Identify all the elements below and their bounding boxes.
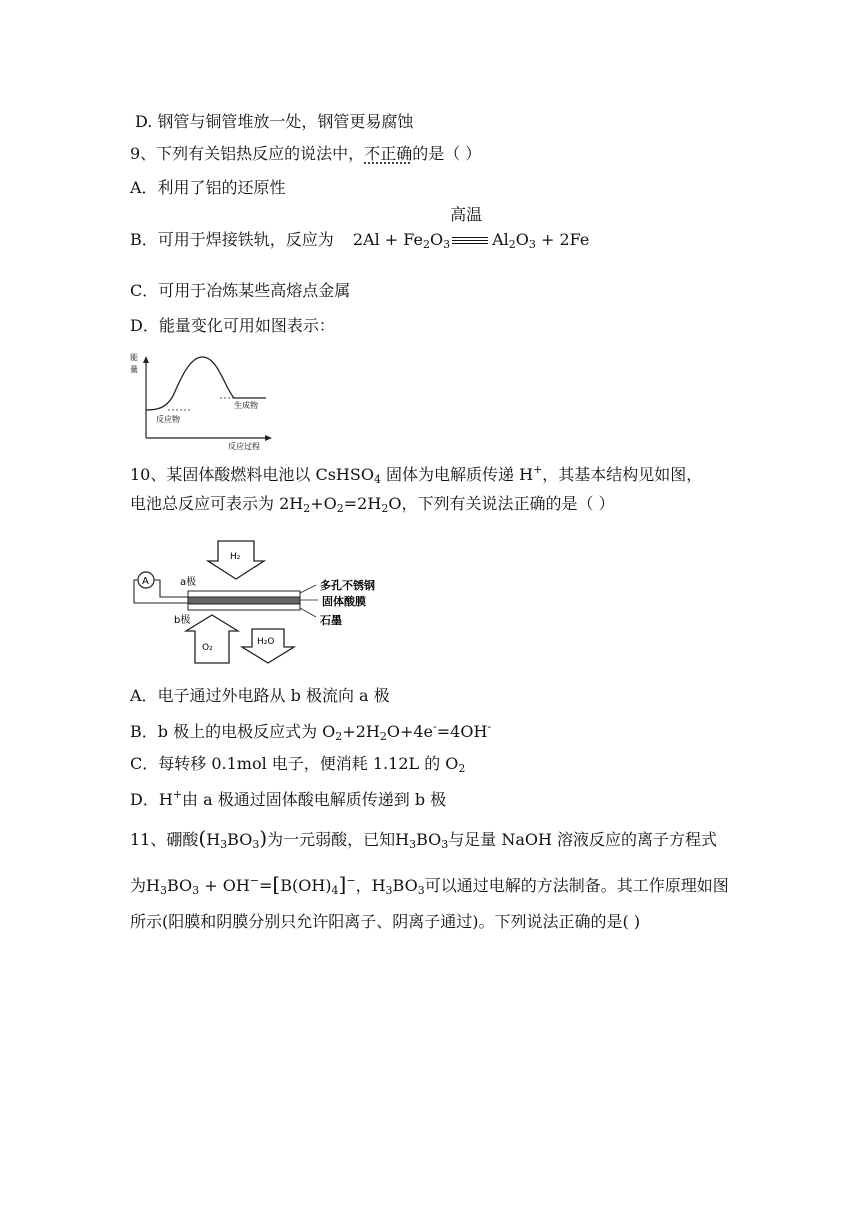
q9-option-d: D．能量变化可用如图表示： xyxy=(130,316,335,335)
membrane-label: 固体酸膜 xyxy=(322,595,366,608)
q10-option-b-text: B．b 极上的电极反应式为 O xyxy=(130,722,336,741)
h2-label: H₂ xyxy=(230,552,241,562)
q11-line2: 为$H_3BO_3 + OH^-=[B(OH)_4]^-$，$H_3BO_3$可以通过电解的方法制备。其工作原理如图 xyxy=(130,872,729,897)
q10-stem-part: ，下列有关说法正确的是（ ） xyxy=(401,494,615,513)
q10-option-b: B．b 极上的电极反应式为 $O_2+2H_2O+4e^-=4OH^-$ xyxy=(130,720,492,743)
graphite-label: 石墨 xyxy=(320,614,342,627)
q9-option-b-text: B．可用于焊接铁轨，反应为 xyxy=(130,230,334,249)
ammeter-label: A xyxy=(142,576,149,587)
q9-option-c: C．可用于冶炼某些高熔点金属 xyxy=(130,281,351,300)
electrode-a-label: a极 xyxy=(180,577,197,588)
h2o-label: H₂O xyxy=(257,637,275,647)
q10-option-c-text: C．每转移 0.1mol 电子，便消耗 1.12L 的 O xyxy=(130,754,459,773)
q10-stem-part: ，其基本结构见如图， xyxy=(542,465,703,484)
equation-arrow xyxy=(450,204,490,249)
steel-label: 多孔不锈钢 xyxy=(320,579,375,592)
q10-stem-part: 电池总反应可表示为 2H xyxy=(130,494,304,513)
q10-option-d-text: 由 a 极通过固体酸电解质传递到 b 极 xyxy=(182,790,447,809)
o2-label: O₂ xyxy=(202,643,213,653)
fuel-cell-diagram xyxy=(130,535,380,670)
q9-equation: $2Al + Fe_2O_3$ 高温 $Al_2O_3 + 2Fe$ xyxy=(352,204,590,251)
graph-y-label-1: 能 xyxy=(130,353,138,362)
q11-text: 可以通过电解的方法制备。其工作原理如图 xyxy=(424,876,729,895)
q9-stem xyxy=(130,146,481,162)
q11-text: ， xyxy=(355,876,372,895)
q9-option-b xyxy=(130,204,590,251)
q9-option-a: A．利用了铝的还原性 xyxy=(130,178,286,197)
q11-text: 11、硼酸 xyxy=(130,830,199,849)
graph-y-label-2: 量 xyxy=(130,365,138,374)
q9-stem-emphasis: 不正确 xyxy=(364,144,413,163)
energy-diagram xyxy=(128,350,278,452)
graph-x-label: 反应过程 xyxy=(228,442,260,451)
reaction-condition: 高温 xyxy=(450,204,483,224)
q11-line1: 11、硼酸$(H_3BO_3)$为一元弱酸，已知$H_3BO_3$与足量 NaOH 溶液反应的离子方程式 xyxy=(130,826,718,851)
q10-option-c: C．每转移 0.1mol 电子，便消耗 1.12L 的 $O_2$ xyxy=(130,754,466,775)
graph-product-label: 生成物 xyxy=(234,401,258,410)
q11-text: 与足量 NaOH 溶液反应的离子方程式 xyxy=(448,830,718,849)
q8-option-d: D. 钢管与铜管堆放一处，钢管更易腐蚀 xyxy=(135,112,414,131)
q11-text: 为一元弱酸，已知 xyxy=(267,830,396,849)
q10-stem-part: 固体为电解质传递 H xyxy=(380,465,534,484)
graph-reactant-label: 反应物 xyxy=(156,415,180,424)
q10-stem-line2: 电池总反应可表示为 $2H_2+O_2=2H_2O$，下列有关说法正确的是（ ） xyxy=(130,494,615,515)
q9-stem-suffix: 的是（ ） xyxy=(412,144,482,163)
q10-stem-line1: 10、某固体酸燃料电池以 CsHSO$_4$ 固体为电解质传递 H+，其基本结构见如图， xyxy=(130,463,703,486)
q11-text: 为 xyxy=(130,876,147,895)
q9-stem-prefix: 9、下列有关铝热反应的说法中， xyxy=(130,144,365,163)
q10-option-d: D．H+由 a 极通过固体酸电解质传递到 b 极 xyxy=(130,788,447,809)
q10-option-a: A．电子通过外电路从 b 极流向 a 极 xyxy=(130,686,390,705)
electrode-b-label: b极 xyxy=(174,615,191,626)
q10-option-d-text: D．H xyxy=(130,790,173,809)
q11-line3: 所示(阳膜和阴膜分别只允许阳离子、阴离子通过)。下列说法正确的是( ) xyxy=(130,912,641,931)
q10-stem-part: 10、某固体酸燃料电池以 CsHSO xyxy=(130,465,374,484)
